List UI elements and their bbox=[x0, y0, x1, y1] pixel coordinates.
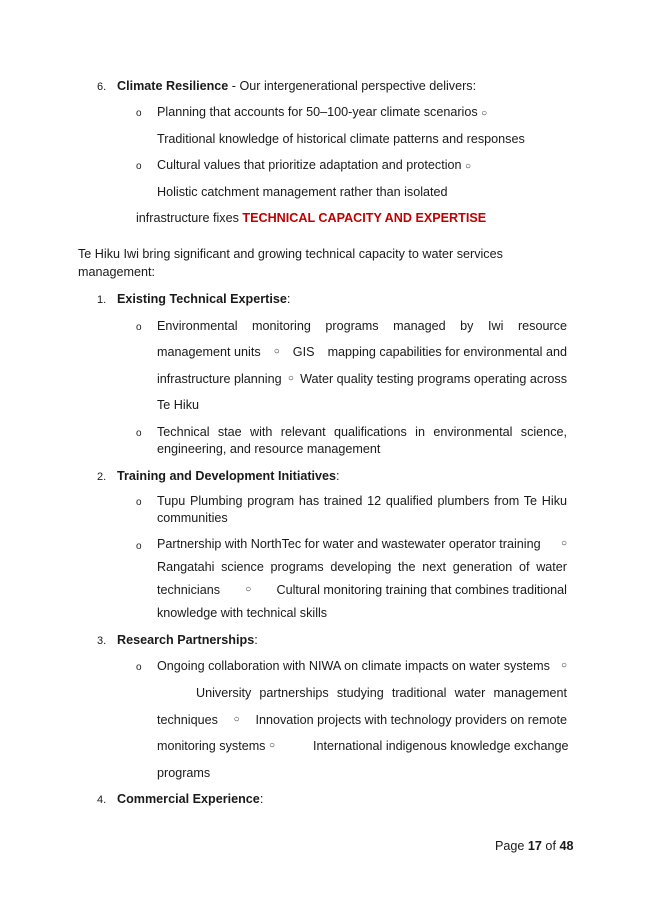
bullet-icon: ○ bbox=[233, 714, 240, 725]
list-item-text: engineering, and resource management bbox=[157, 442, 381, 456]
list-item bbox=[157, 157, 471, 175]
list-item-text: Technical stae with relevant qualifications in environmental science, bbox=[157, 425, 567, 439]
bullet-icon: o bbox=[136, 108, 142, 119]
word: monitoring bbox=[252, 319, 311, 333]
list-item-text: Planning that accounts for 50–100-year climate scenarios bbox=[157, 105, 478, 119]
section-title: Research Partnerships bbox=[117, 633, 255, 647]
text-fragment: Water quality testing programs operating across bbox=[300, 372, 567, 386]
paragraph-line: management: bbox=[78, 265, 156, 279]
list-number: 2. bbox=[97, 471, 107, 483]
section-lead: - Our intergenerational perspective delivers: bbox=[228, 79, 477, 93]
list-item-justified-line bbox=[157, 712, 567, 728]
list-item-justified-line bbox=[157, 371, 567, 387]
list-item-text: International indigenous knowledge exchange bbox=[313, 739, 569, 753]
list-item-heading bbox=[117, 632, 258, 648]
colon: : bbox=[336, 469, 340, 483]
word: Iwi bbox=[488, 319, 504, 333]
list-item-justified-line bbox=[157, 344, 567, 360]
section-heading: TECHNICAL CAPACITY AND EXPERTISE bbox=[242, 211, 487, 225]
list-item-text: Holistic catchment management rather than isolated bbox=[157, 185, 448, 199]
word: programs bbox=[325, 319, 379, 333]
text-fragment: management units bbox=[157, 345, 261, 359]
text-fragment: mapping capabilities for environmental and bbox=[327, 345, 567, 359]
list-item-text: Te Hiku bbox=[157, 398, 199, 412]
bullet-icon: ○ bbox=[560, 538, 567, 549]
word: Environmental bbox=[157, 319, 238, 333]
bullet-icon: ○ bbox=[560, 660, 567, 671]
list-number: 3. bbox=[97, 635, 107, 647]
list-number: 1. bbox=[97, 294, 107, 306]
bullet-icon: ○ bbox=[465, 161, 472, 172]
word: by bbox=[460, 319, 474, 333]
list-item-text: Tupu Plumbing program has trained 12 qualified plumbers from Te Hiku bbox=[157, 494, 567, 508]
list-item-justified-line bbox=[157, 582, 567, 598]
total-pages: 48 bbox=[559, 839, 574, 853]
list-item-text: communities bbox=[157, 511, 228, 525]
bullet-icon: o bbox=[136, 497, 142, 508]
colon: : bbox=[286, 292, 291, 306]
section-title: Climate Resilience bbox=[117, 79, 229, 93]
bullet-icon: o bbox=[136, 161, 142, 172]
list-item-text: knowledge with technical skills bbox=[157, 606, 328, 620]
bullet-icon: o bbox=[136, 322, 142, 333]
list-item-heading bbox=[117, 468, 340, 484]
word: managed bbox=[393, 319, 446, 333]
bullet-icon: o bbox=[136, 428, 142, 439]
section-title: Commercial Experience bbox=[117, 792, 260, 806]
list-number: 6. bbox=[97, 81, 107, 93]
section-title: Training and Development Initiatives bbox=[117, 469, 337, 483]
current-page: 17 bbox=[527, 839, 542, 853]
text-fragment: Ongoing collaboration with NIWA on climate impacts on water systems bbox=[157, 659, 550, 673]
bullet-icon: ○ bbox=[245, 584, 252, 595]
text-fragment: Cultural monitoring training that combines traditional bbox=[276, 583, 567, 597]
list-item-text: University partnerships studying traditional water management bbox=[196, 686, 567, 700]
word: resource bbox=[517, 319, 567, 333]
bullet-icon: ○ bbox=[481, 108, 488, 119]
text-fragment: infrastructure planning bbox=[157, 372, 282, 386]
text-fragment: Partnership with NorthTec for water and wastewater operator training bbox=[157, 537, 541, 551]
list-item-text: Rangatahi science programs developing the next generation of water bbox=[157, 560, 567, 574]
colon: : bbox=[259, 792, 264, 806]
list-item-text: monitoring systems bbox=[157, 739, 266, 753]
list-item-text: infrastructure fixes bbox=[136, 211, 243, 225]
page-label: Page bbox=[495, 839, 528, 853]
list-item-justified-line bbox=[157, 318, 567, 334]
bullet-icon: ○ bbox=[269, 740, 276, 751]
list-item bbox=[136, 210, 486, 226]
list-item-heading bbox=[117, 791, 263, 807]
text-fragment: technicians bbox=[157, 583, 221, 597]
list-item bbox=[157, 104, 487, 122]
list-item-heading bbox=[117, 291, 290, 307]
page-of: of bbox=[541, 839, 560, 853]
list-item-text: Cultural values that prioritize adaptation and protection bbox=[157, 158, 462, 172]
text-fragment: Innovation projects with technology providers on remote bbox=[255, 713, 567, 727]
section-title: Existing Technical Expertise bbox=[117, 292, 287, 306]
text-fragment: techniques bbox=[157, 713, 218, 727]
colon: : bbox=[254, 633, 258, 647]
list-item-heading bbox=[117, 78, 476, 94]
list-item-text: Traditional knowledge of historical climate patterns and responses bbox=[157, 132, 525, 146]
list-number: 4. bbox=[97, 794, 107, 806]
text-fragment: GIS bbox=[292, 345, 315, 359]
bullet-icon: o bbox=[136, 541, 142, 552]
bullet-icon: o bbox=[136, 662, 142, 673]
bullet-icon: ○ bbox=[273, 346, 280, 357]
list-item-text: programs bbox=[157, 766, 211, 780]
list-item-justified-line bbox=[157, 658, 567, 674]
bullet-icon: ○ bbox=[287, 373, 294, 384]
list-item-justified-line bbox=[157, 536, 567, 552]
paragraph-line: Te Hiku Iwi bring significant and growing technical capacity to water services bbox=[78, 247, 503, 261]
page-number bbox=[495, 838, 573, 854]
